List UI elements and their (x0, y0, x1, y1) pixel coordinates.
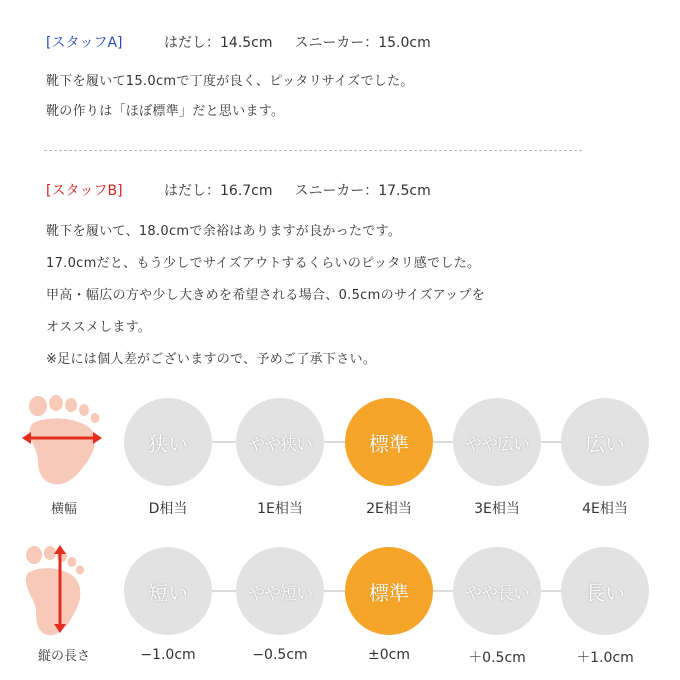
length-option-long: 長い (561, 547, 649, 635)
section-divider (44, 150, 582, 151)
foot-width-icon (18, 394, 110, 490)
comment-line: オススメします。 (46, 320, 152, 335)
width-option-slightly-narrow: やや狭い (236, 398, 324, 486)
width-sub-label: 2E相当 (366, 501, 412, 517)
width-sub-label: 3E相当 (474, 501, 520, 517)
length-scale (0, 543, 680, 673)
staff-b-header (46, 180, 431, 200)
staff-a-comment (46, 67, 414, 127)
length-sub-label: −0.5cm (252, 647, 308, 663)
width-sub-label: D相当 (148, 501, 188, 517)
length-option-slightly-long: やや長い (453, 547, 541, 635)
width-scale (0, 394, 680, 524)
comment-line: 17.0cmだと、もう少しでサイズアウトするくらいのピッタリ感でした。 (46, 256, 481, 271)
comment-line: 靴の作りは「ほぼ標準」だと思います。 (46, 104, 285, 119)
width-option-narrow: 狭い (124, 398, 212, 486)
width-sub-label: 4E相当 (582, 501, 628, 517)
comment-line: 靴下を履いて15.0cmで丁度が良く、ピッタリサイズでした。 (46, 74, 414, 89)
length-option-short: 短い (124, 547, 212, 635)
length-option-standard: 標準 (345, 547, 433, 635)
comment-line: ※足には個人差がございますので、予めご了承下さい。 (46, 352, 377, 367)
length-sub-label: ＋0.5cm (468, 650, 526, 666)
length-sub-label: −1.0cm (140, 647, 196, 663)
staff-b-sneaker: スニーカー：17.5cm (294, 183, 431, 199)
comment-line: 靴下を履いて、18.0cmで余裕はありますが良かったです。 (46, 224, 402, 239)
staff-b-comment (46, 216, 485, 376)
staff-a-barefoot: はだし：14.5cm (164, 35, 273, 51)
width-option-slightly-wide: やや広い (453, 398, 541, 486)
staff-a-sneaker: スニーカー：15.0cm (294, 35, 431, 51)
width-scale-title: 横幅 (50, 502, 77, 517)
length-scale-title: 縦の長さ (37, 649, 90, 664)
foot-length-icon (18, 543, 110, 639)
width-option-standard: 標準 (345, 398, 433, 486)
width-option-wide: 広い (561, 398, 649, 486)
staff-a-label: [スタッフA] (46, 35, 123, 51)
staff-b-label: [スタッフB] (46, 183, 123, 199)
length-sub-label: ±0cm (368, 647, 410, 663)
length-sub-label: ＋1.0cm (576, 650, 634, 666)
width-sub-label: 1E相当 (257, 501, 303, 517)
staff-a-header (46, 32, 431, 52)
length-option-slightly-short: やや短い (236, 547, 324, 635)
comment-line: 甲高・幅広の方や少し大きめを希望される場合、0.5cmのサイズアップを (46, 288, 486, 303)
staff-b-barefoot: はだし：16.7cm (164, 183, 273, 199)
